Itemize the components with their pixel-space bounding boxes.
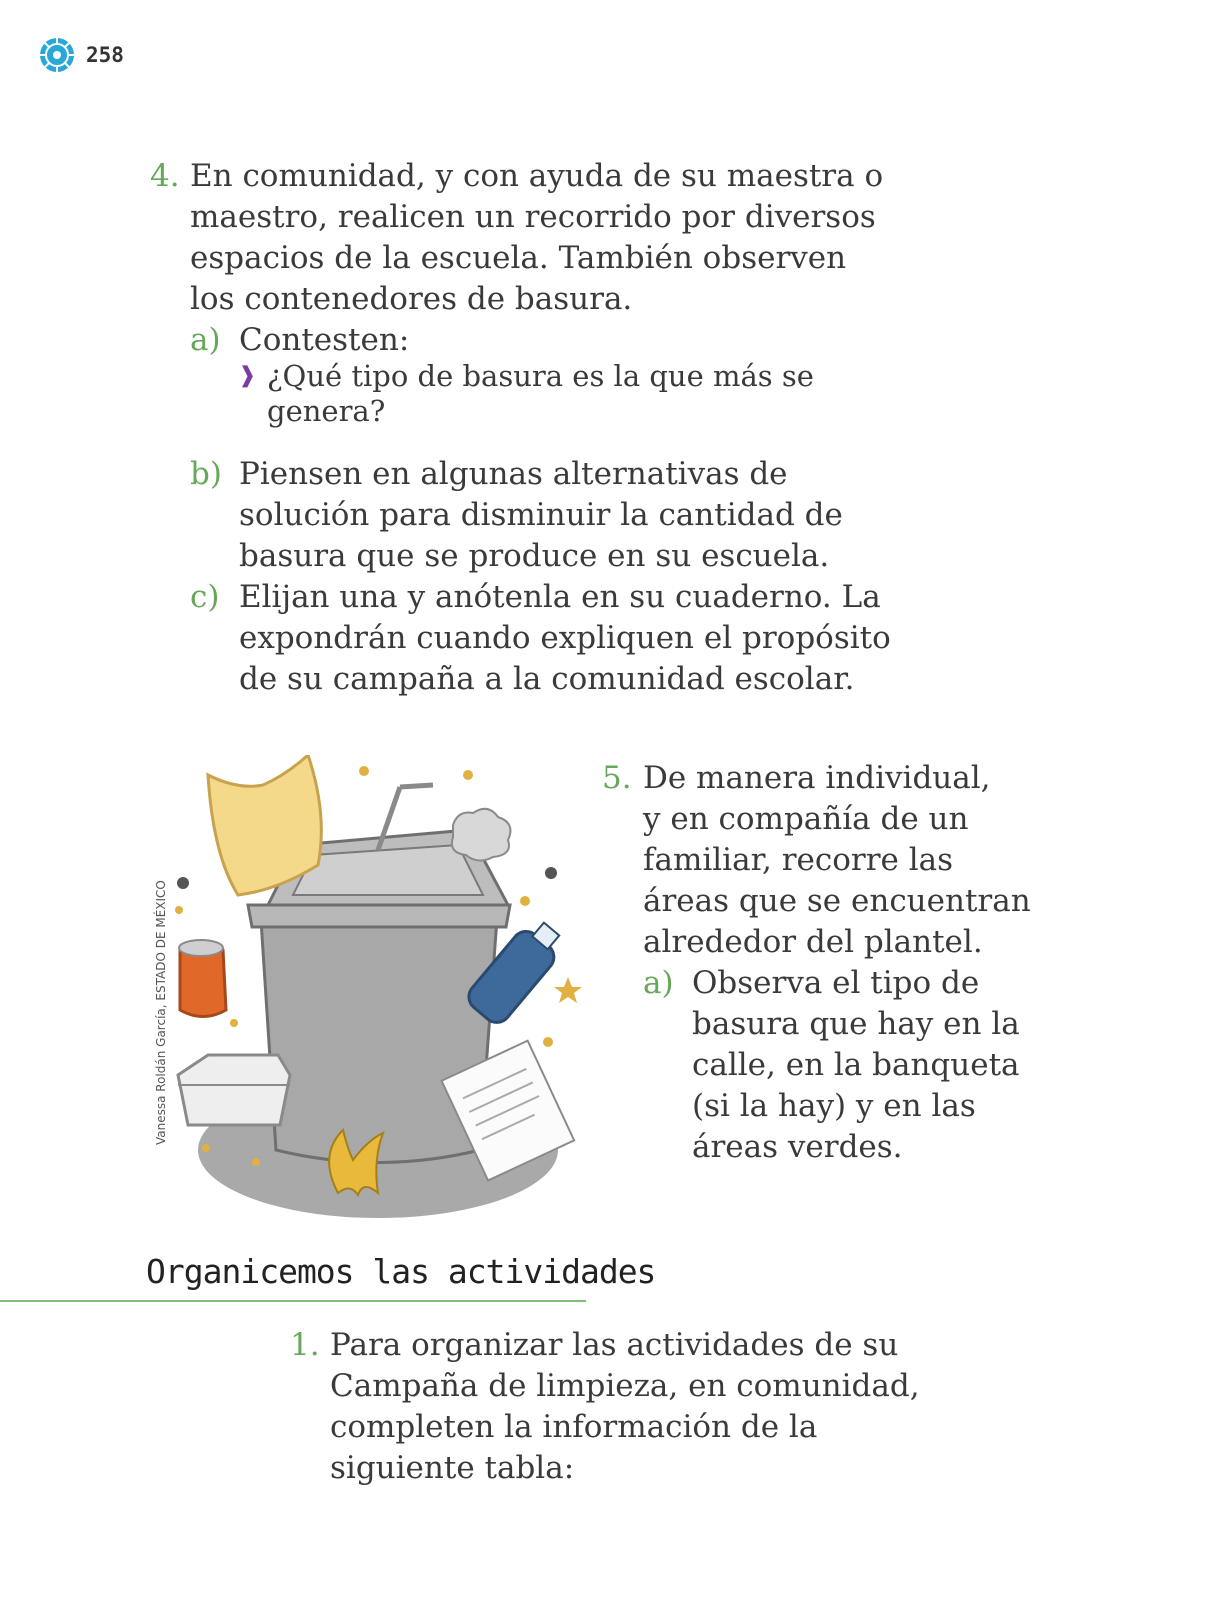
text-line: basura que se produce en su escuela.	[239, 538, 830, 574]
bullet-chevron-icon: ❱	[238, 363, 257, 388]
text-line: maestro, realicen un recorrido por diversos	[190, 199, 876, 235]
text-line: familiar, recorre las	[643, 842, 954, 878]
activity-4-number: 4.	[150, 158, 180, 194]
section-heading: Organicemos las actividades	[146, 1252, 656, 1291]
text-line: solución para disminuir la cantidad de	[239, 497, 843, 533]
page-header	[38, 36, 124, 74]
text-line: de su campaña a la comunidad escolar.	[239, 661, 855, 697]
page-number: 258	[86, 43, 124, 67]
text-line: Piensen en algunas alternativas de	[239, 456, 788, 492]
activity-5-number: 5.	[602, 760, 632, 796]
text-line: (si la hay) y en las	[692, 1088, 976, 1124]
text-line: genera?	[267, 394, 386, 428]
text-line: siguiente tabla:	[330, 1450, 575, 1486]
activity-4a-letter: a)	[190, 322, 221, 358]
text-line: calle, en la banqueta	[692, 1047, 1020, 1083]
text-line: Campaña de limpieza, en comunidad,	[330, 1368, 920, 1404]
activity-4-text	[190, 156, 883, 320]
illustration-credit: Vanessa Roldán García, ESTADO DE MÉXICO	[154, 880, 168, 1145]
text-line: En comunidad, y con ayuda de su maestra o	[190, 158, 884, 194]
text-line: y en compañía de un	[643, 801, 969, 837]
activity-4b-letter: b)	[190, 456, 222, 492]
text-line: De manera individual,	[643, 760, 991, 796]
activity-4c-text	[239, 577, 891, 700]
activity-1-number: 1.	[290, 1327, 320, 1363]
activity-4a-question	[267, 359, 814, 429]
text-line: completen la información de la	[330, 1409, 818, 1445]
activity-1-text	[330, 1325, 920, 1489]
book-logo-icon	[38, 36, 76, 74]
activity-4a-text: Contesten:	[239, 322, 410, 358]
text-line: expondrán cuando expliquen el propósito	[239, 620, 891, 656]
trash-can-illustration	[168, 755, 588, 1225]
text-line: alrededor del plantel.	[643, 924, 983, 960]
text-line: ¿Qué tipo de basura es la que más se	[267, 359, 814, 393]
section-divider	[0, 1300, 586, 1302]
text-line: espacios de la escuela. También observen	[190, 240, 847, 276]
activity-4b-text	[239, 454, 843, 577]
text-line: basura que hay en la	[692, 1006, 1020, 1042]
text-line: áreas que se encuentran	[643, 883, 1031, 919]
activity-4c-letter: c)	[190, 579, 220, 615]
text-line: los contenedores de basura.	[190, 281, 633, 317]
text-line: Observa el tipo de	[692, 965, 980, 1001]
activity-5a-text	[692, 963, 1020, 1168]
text-line: Elijan una y anótenla en su cuaderno. La	[239, 579, 881, 615]
text-line: Para organizar las actividades de su	[330, 1327, 899, 1363]
activity-5a-letter: a)	[643, 965, 674, 1001]
text-line: áreas verdes.	[692, 1129, 903, 1165]
activity-5-text	[643, 758, 1031, 963]
